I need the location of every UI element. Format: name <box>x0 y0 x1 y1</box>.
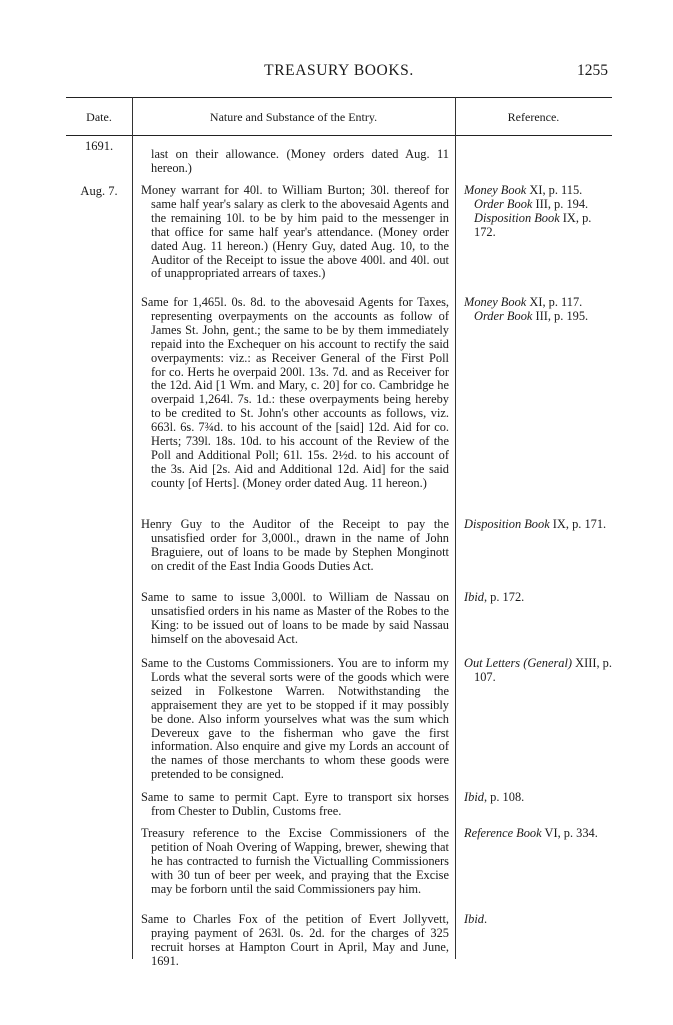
ref-title: Disposition Book <box>464 517 550 531</box>
entry-reference <box>464 827 612 841</box>
ref-detail: III, p. 195. <box>532 308 589 323</box>
ref-detail: III, p. 194. <box>532 196 589 211</box>
entry-reference <box>464 518 612 532</box>
year-label: 1691. <box>84 139 114 153</box>
entry-text: Treasury reference to the Excise Commissioners of the petition of Noah Overing of Wapping, brewer, shewing that he has contracted to furnish the Victualling Commissioners with 30 tun of beer per week, and praying that the Excise may be forborn until the said Commissioners pay him. <box>141 826 449 896</box>
ref-detail: IX, p. 171. <box>549 517 607 531</box>
page-number: 1255 <box>577 62 608 79</box>
ref-title: Money Book <box>464 183 527 197</box>
running-title: TREASURY BOOKS. <box>264 62 414 79</box>
entry-text: Money warrant for 40l. to William Burton; 30l. thereof for same half year's salary as clerk to the abovesaid Agents and the remaining 10l. to be by him paid to the messenger in that office for same half year's attendance. (Money order dated Aug. 11 hereon.) (Henry Guy, dated Aug. 10, to the Auditor of the Receipt to issue the above 400l. and 40l. out of unappropriated arrears of taxes.) <box>141 183 449 281</box>
entry-text: Same for 1,465l. 0s. 8d. to the abovesaid Agents for Taxes, representing overpayments on the accounts as follow of James St. John, gent.; the same to be by them immediately repaid into the Exchequer on his account to rectify the said overpayments: viz.: as Receiver General of the First Poll for co. Herts he overpaid 200l. 13s. 7d. and as Receiver for the 12d. Aid [1 Wm. and Mary, c. 20] for co. Cambridge he overpaid 1,264l. 7s. 1d.: these overpayments being hereby to be credited to St. John's other accounts as follows, viz. 663l. 6s. 7¾d. to his account of the [said] 12d. Aid for co. Herts; 739l. 18s. 10d. to his account of the Review of the Poll and Additional Poll; 61l. 15s. 2½d. to his account of the 3s. Aid [2s. Aid and Additional 12d. Aid] for the said county [of Herts]. (Money order dated Aug. 11 hereon.) <box>141 295 449 490</box>
ref-title: Ibid <box>464 590 484 604</box>
entry-reference <box>464 791 612 805</box>
entry-reference <box>464 591 612 605</box>
ref-detail: IX, p. 172. <box>474 210 592 239</box>
ref-title: Disposition Book <box>474 210 560 225</box>
entry-text: Henry Guy to the Auditor of the Receipt to pay the unsatisfied order for 3,000l., drawn in the name of John Braguiere, out of loans to be made by Stephen Monginott on credit of the East India Goods Duties Act. <box>141 517 449 573</box>
entry-reference <box>464 913 612 927</box>
entry-text: last on their allowance. (Money orders dated Aug. 11 hereon.) <box>151 147 449 175</box>
entry-date: Aug. 7. <box>80 184 118 198</box>
ref-title: Out Letters (General) <box>464 656 573 670</box>
entry-text: Same to same to permit Capt. Eyre to transport six horses from Chester to Dublin, Customs free. <box>141 790 449 818</box>
entry-text: Same to the Customs Commissioners. You are to inform my Lords what the several sorts were of the goods which were seized in Folkestone Warren. Notwithstanding the appraisement they are yet to be stopped if it may possibly be done. Also inform yourselves what was the sum which Devereux gave to the fisherman who gave the first information. Also enquire and give my Lords an account of the names of those merchants to whom these goods were pretended to be consigned. <box>141 656 449 782</box>
date-column-rule <box>132 97 133 959</box>
ref-title: Order Book <box>474 196 533 211</box>
entry-reference <box>464 184 612 240</box>
ref-detail: , p. 108. <box>483 790 525 804</box>
entry-reference <box>464 657 612 685</box>
ref-detail: . <box>483 912 488 926</box>
reference-column-rule <box>455 97 456 959</box>
column-header-entry: Nature and Substance of the Entry. <box>209 110 378 124</box>
ref-title: Reference Book <box>464 826 542 840</box>
ref-detail: XIII, p. 107. <box>474 656 612 684</box>
entry-reference <box>464 296 612 324</box>
ref-title: Order Book <box>474 308 533 323</box>
running-head <box>66 62 612 84</box>
entry-text: Same to same to issue 3,000l. to William de Nassau on unsatisfied orders in his name as Master of the Robes to the King: to be issued out of loans to be made by said Nassau himself on the abovesaid Act. <box>141 590 449 646</box>
ref-detail: XI, p. 115. <box>526 183 583 197</box>
ref-title: Money Book <box>464 295 527 309</box>
column-header-date: Date. <box>86 110 112 124</box>
ref-detail: , p. 172. <box>483 590 525 604</box>
header-rule <box>66 135 612 136</box>
ledger-table <box>66 97 612 968</box>
table-top-rule <box>66 97 612 98</box>
column-header-reference: Reference. <box>507 110 560 124</box>
ref-title: Ibid <box>464 912 484 926</box>
ref-title: Ibid <box>464 790 484 804</box>
ref-detail: VI, p. 334. <box>541 826 598 840</box>
entry-text: Same to Charles Fox of the petition of Evert Jollyvett, praying payment of 263l. 0s. 2d. for the charges of 325 recruit horses at Hampton Court in April, May and June, 1691. <box>141 912 449 968</box>
ref-detail: XI, p. 117. <box>526 295 583 309</box>
